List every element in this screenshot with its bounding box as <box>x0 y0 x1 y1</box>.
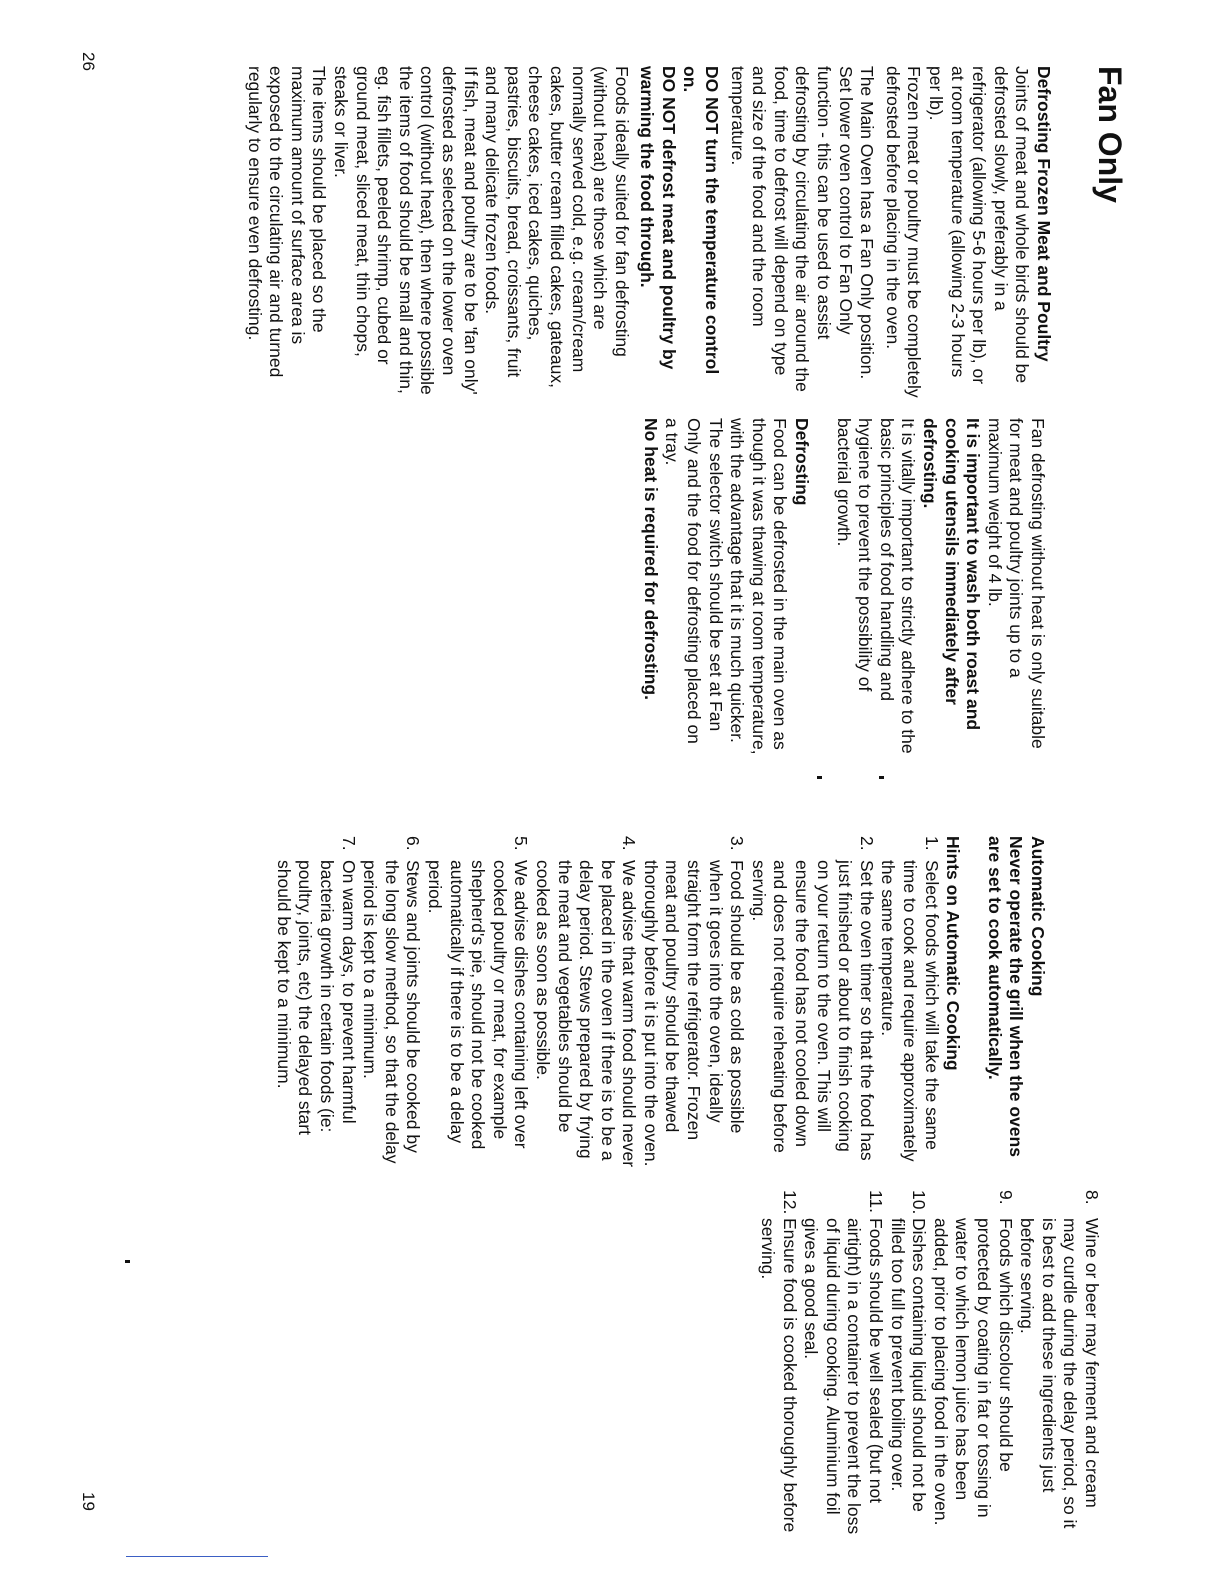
page-title: Fan Only <box>1092 66 1128 203</box>
paragraph-vital: It is vitally important to strictly adhere to the basic principles of food handling and hygiene to prevent the possibility of bacterial growth. <box>833 418 919 754</box>
page-number-right: 19 <box>79 1492 98 1511</box>
right-column-1 <box>272 836 1048 1174</box>
scan-rule <box>126 1556 268 1557</box>
hints-list-continued <box>757 1190 1103 1538</box>
scan-speck <box>879 776 884 779</box>
list-item: 5. We advise dishes containing left over cooked poultry or meat, for example shepherd's pie, should not be cooked automatically if there is to be a delay period. <box>424 836 532 1150</box>
paragraph-frozen: Frozen meat or poultry must be completely defrosted before placing in the oven. <box>882 66 925 398</box>
list-item: 6. Stews and joints should be cooked by the long slow method, so that the delay period is kept to a minimum. <box>360 836 424 1164</box>
paragraph-important-wash: It is important to wash both roast and cooking utensils immediately after defrosting. <box>920 418 984 731</box>
list-item: 10. Dishes containing liquid should not be filled too full to prevent boiling over. <box>887 1190 930 1512</box>
left-column-1 <box>243 66 1054 398</box>
heading-defrosting: Defrosting <box>792 418 813 506</box>
list-item: 11. Foods should be well sealed (but not airtight) in a container to prevent the loss of liquid during cooking. Aluminium foil gives a good seal. <box>801 1190 887 1535</box>
warning-defrost-meat: DO NOT defrost meat and poultry by warming the food through. <box>637 66 679 370</box>
paragraph-items: The items should be placed so the maximum amount of surface area is exposed to the circulating air and turned regularly to ensure even defrosting. <box>244 66 330 378</box>
warning-temperature: DO NOT turn the temperature control on. <box>680 66 723 375</box>
heading-automatic-cooking: Automatic Cooking <box>1028 836 1048 997</box>
paragraph-fan-defrost: Fan defrosting without heat is only suitable for meat and poultry joints up to a maximum weight of 4 lb. <box>984 418 1048 749</box>
list-item: 4. We advise that warm food should never be placed in the oven if there is to be a delay period. Stews prepared by frying the meat and vegetables should be cooked as soon as possible. <box>532 836 640 1168</box>
paragraph-foods-ideal: Foods ideally suited for fan defrosting (without heat) are those which are normally served cold, e.g. cream/cream cakes, butter cream filled cakes, gateaux, cheese cakes, iced cakes, quiches, pastries, biscuits, bread, croissants, fruit and many delicate frozen foods. <box>482 66 632 388</box>
warning-grill: Never operate the grill when the ovens are set to cook automatically. <box>984 836 1027 1157</box>
right-column-2 <box>757 1190 1103 1538</box>
paragraph-no-heat: No heat is required for defrosting. <box>640 418 661 700</box>
list-item: 9. Foods which discolour should be protected by coating in fat or tossing in water to which lemon juice has been added, prior to placing food in the oven. <box>930 1190 1016 1526</box>
paragraph-if-fish: If fish, meat and poultry are to be 'fan only' defrosted as selected on the lower oven control (without heat), then where possible the items of food should be small and thin, eg. fish fillets, peeled shrimp, cubed or ground meat, sliced meat, thin chops, steaks or liver. <box>331 66 481 395</box>
scan-speck <box>817 776 822 779</box>
paragraph-joints: Joints of meat and whole birds should be defrosted slowly, preferably in a refrigerator (allowing 5-6 hours per lb), or at room temperature (allowing 2-3 hours per lb). <box>926 66 1033 385</box>
list-item: 2. Set the oven timer so that the food has just finished or about to finish cooking on your return to the oven. This will ensure the food has not cooled down and does not require reheating before serving. <box>748 836 877 1161</box>
scan-speck <box>125 1260 130 1263</box>
heading-defrosting-frozen: Defrosting Frozen Meat and Poultry <box>1034 66 1054 362</box>
list-item: 8. Wine or beer may ferment and cream may curdle during the delay period, so it is best to add these ingredients just before serving. <box>1017 1190 1102 1529</box>
paragraph-food-can: Food can be defrosted in the main oven as though it was thawing at room temperature, with the advantage that it is much quicker. The selector switch should be set at Fan Only and the food for defrosting placed on a tray. <box>662 418 791 755</box>
hints-list <box>272 836 941 1174</box>
heading-hints: Hints on Automatic Cooking <box>943 836 964 1071</box>
list-item: 1. Select foods which will take the same time to cook and require approximately the same temperature. <box>878 836 942 1162</box>
left-column-2 <box>639 418 1048 758</box>
page-number-left: 26 <box>79 52 98 71</box>
paragraph-main-oven: The Main Oven has a Fan Only position. Set lower oven control to Fan Only function - this can be used to assist defrosting by circulating the air around the food, time to defrost will depend on type and size of the food and the room temperature. <box>727 66 878 392</box>
list-item: 3. Food should be as cold as possible when it goes into the oven, ideally straight form the refrigerator. Frozen meat and poultry should be thawed thoroughly before it is put into the oven. <box>640 836 748 1167</box>
page-19 <box>0 792 1224 1584</box>
list-item: 7. On warm days, to prevent harmful bacteria growth in certain foods (ie: poultry, joints, etc) the delayed start should be kept to a minimum. <box>273 836 359 1135</box>
list-item: 12. Ensure food is cooked thoroughly before serving. <box>758 1190 800 1533</box>
